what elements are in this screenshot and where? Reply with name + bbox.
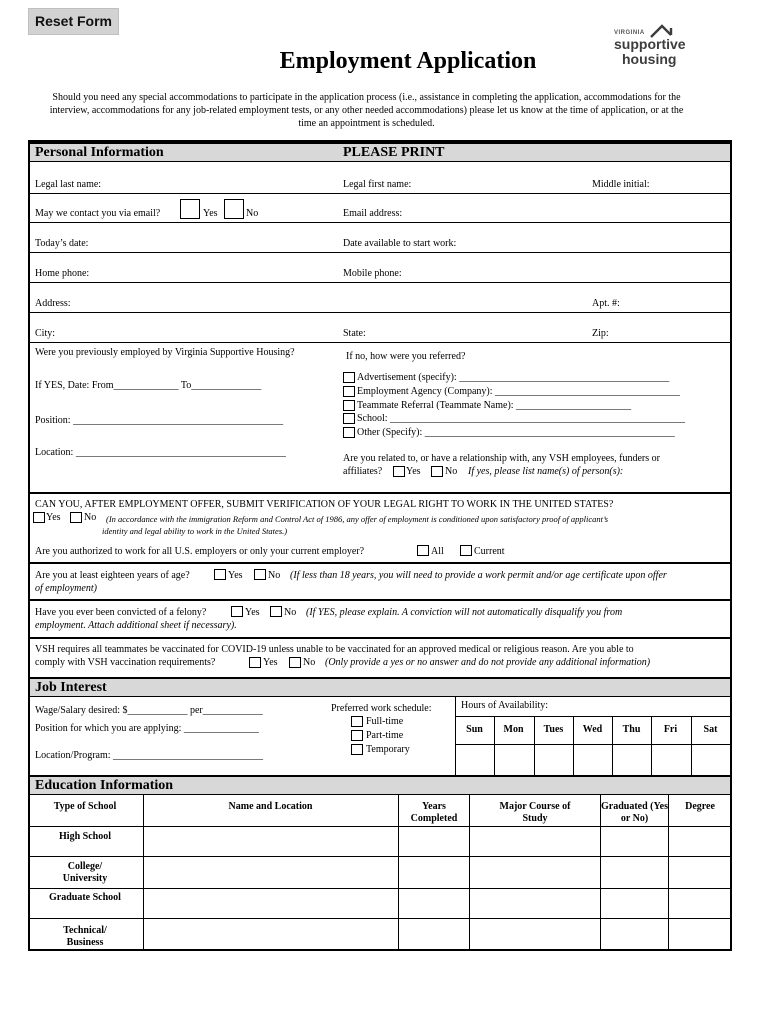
- col-graduated: Graduated (Yes or No): [601, 801, 668, 824]
- zip-label: Zip:: [592, 328, 609, 339]
- hours-input-cell[interactable]: [455, 745, 494, 774]
- related-no-checkbox[interactable]: [431, 466, 443, 477]
- col-degree: Degree: [685, 801, 715, 812]
- wage-field: Wage/Salary desired: $____________ per____________: [35, 705, 263, 716]
- please-print-label: PLEASE PRINT: [343, 145, 445, 160]
- employment-agency-checkbox[interactable]: [343, 386, 355, 397]
- hours-input-cell[interactable]: [612, 745, 651, 774]
- verification-question: CAN YOU, AFTER EMPLOYMENT OFFER, SUBMIT VERIFICATION OF YOUR LEGAL RIGHT TO WORK IN THE UNITED STATES?: [35, 499, 614, 510]
- employment-agency-field: Employment Agency (Company): _____________________________________: [357, 386, 681, 397]
- address-label: Address:: [35, 298, 71, 309]
- row-technical-business: Technical/ Business: [63, 925, 107, 948]
- vaccination-no-checkbox[interactable]: [289, 657, 301, 668]
- hours-table-line: [455, 716, 730, 717]
- age-note-line2: of employment): [35, 583, 97, 594]
- vaccination-yes-label: Yes: [263, 657, 278, 668]
- job-interest-header: [30, 677, 730, 697]
- hours-availability-label: Hours of Availability:: [461, 700, 549, 711]
- felony-yes-checkbox[interactable]: [231, 606, 243, 617]
- part-time-label: Part-time: [366, 730, 404, 741]
- verification-no-label: No: [84, 512, 97, 523]
- full-time-label: Full-time: [366, 716, 404, 727]
- divider: [30, 282, 730, 283]
- previous-location-field: Location: __________________________________________: [35, 447, 286, 458]
- hours-input-cell[interactable]: [494, 745, 533, 774]
- divider: [30, 193, 730, 194]
- previous-position-field: Position: __________________________________________: [35, 415, 284, 426]
- intro-text: Should you need any special accommodations to participate in the application process (i.e., assistance in completing the application, accommodations for the interview, accommodations for any job-related employment tests, or any other needed accommodations) please let us know at the time of application, or at the time an appointment is scheduled.: [49, 92, 684, 129]
- age-question: Are you at least eighteen years of age?: [35, 570, 190, 581]
- last-name-label: Legal last name:: [35, 179, 102, 190]
- hours-input-cell[interactable]: [651, 745, 690, 774]
- divider: [30, 492, 730, 494]
- vaccination-yes-checkbox[interactable]: [249, 657, 261, 668]
- divider: [30, 342, 730, 343]
- city-label: City:: [35, 328, 56, 339]
- row-college-university: College/ University: [62, 861, 108, 884]
- related-yes-checkbox[interactable]: [393, 466, 405, 477]
- contact-email-no-label: No: [246, 208, 259, 219]
- vaccination-question-line1: VSH requires all teammates be vaccinated for COVID-19 unless unable to be vaccinated for an approved medical or religious reason. Are you able to: [35, 644, 634, 655]
- col-name-location: Name and Location: [228, 801, 313, 812]
- divider: [30, 312, 730, 313]
- vaccination-question-line2: comply with VSH vaccination requirements?: [35, 657, 216, 668]
- authorized-all-checkbox[interactable]: [417, 545, 429, 556]
- divider: [30, 252, 730, 253]
- felony-note-line2: employment. Attach additional sheet if necessary).: [35, 620, 237, 631]
- age-yes-checkbox[interactable]: [214, 569, 226, 580]
- day-header: Fri: [663, 724, 678, 735]
- education-header: [30, 775, 730, 795]
- teammate-referral-checkbox[interactable]: [343, 400, 355, 411]
- col-major-course: Major Course of Study: [499, 801, 571, 824]
- education-grid-line: [398, 795, 399, 950]
- state-label: State:: [343, 328, 366, 339]
- education-grid-line: [469, 795, 470, 950]
- other-checkbox[interactable]: [343, 427, 355, 438]
- middle-initial-label: Middle initial:: [592, 179, 650, 190]
- referred-question: If no, how were you referred?: [346, 351, 466, 362]
- page-title: Employment Application: [279, 48, 537, 74]
- logo-line2: housing: [622, 51, 677, 67]
- vaccination-note: (Only provide a yes or no answer and do not provide any additional information): [325, 657, 651, 668]
- verification-note-line1: (In accordance with the immigration Reform and Control Act of 1986, any offer of employment is conditioned upon satisfactory proof of applicant’s: [106, 514, 609, 524]
- position-applying-field: Position for which you are applying: _______________: [35, 723, 259, 734]
- advertisement-field: Advertisement (specify): __________________________________________: [357, 372, 670, 383]
- date-available-label: Date available to start work:: [343, 238, 457, 249]
- related-no-label: No: [445, 466, 458, 477]
- teammate-referral-field: Teammate Referral (Teammate Name): _______________________: [357, 400, 632, 411]
- school-checkbox[interactable]: [343, 413, 355, 424]
- if-yes-date-field: If YES, Date: From_____________ To______________: [35, 380, 262, 391]
- verification-yes-label: Yes: [46, 512, 61, 523]
- divider: [30, 562, 730, 564]
- temporary-checkbox[interactable]: [351, 744, 363, 755]
- felony-no-checkbox[interactable]: [270, 606, 282, 617]
- verification-yes-checkbox[interactable]: [33, 512, 45, 523]
- apt-label: Apt. #:: [592, 298, 620, 309]
- personal-info-title: Personal Information: [35, 145, 164, 160]
- row-graduate-school: Graduate School: [49, 892, 121, 903]
- day-header: Sun: [466, 724, 483, 735]
- preferred-schedule-label: Preferred work schedule:: [331, 703, 432, 714]
- day-header: Sat: [703, 724, 718, 735]
- verification-note-line2: identity and legal ability to work in the United States.): [102, 526, 288, 536]
- advertisement-checkbox[interactable]: [343, 372, 355, 383]
- day-header: Tues: [543, 724, 564, 735]
- education-grid-line: [30, 888, 730, 889]
- email-label: Email address:: [343, 208, 403, 219]
- authorized-all-label: All: [431, 546, 444, 557]
- hours-input-cell[interactable]: [573, 745, 612, 774]
- age-note-line1: (If less than 18 years, you will need to provide a work permit and/or age certificate upon offer: [290, 570, 667, 581]
- affiliates-label: affiliates?: [343, 466, 383, 477]
- hours-input-cell[interactable]: [534, 745, 573, 774]
- related-yes-label: Yes: [406, 466, 421, 477]
- verification-no-checkbox[interactable]: [70, 512, 82, 523]
- felony-note-line1: (If YES, please explain. A conviction will not automatically disqualify you from: [306, 607, 623, 618]
- school-field: School: ___________________________________________________________: [357, 413, 686, 424]
- authorized-current-label: Current: [474, 546, 505, 557]
- related-question: Are you related to, or have a relationship with, any VSH employees, funders or: [343, 453, 660, 464]
- age-no-label: No: [268, 570, 281, 581]
- contact-email-no-checkbox[interactable]: [224, 199, 244, 219]
- mobile-phone-label: Mobile phone:: [343, 268, 402, 279]
- previously-employed-question: Were you previously employed by Virginia Supportive Housing?: [35, 347, 295, 358]
- authorized-current-checkbox[interactable]: [460, 545, 472, 556]
- age-no-checkbox[interactable]: [254, 569, 266, 580]
- age-yes-label: Yes: [228, 570, 243, 581]
- contact-email-label: May we contact you via email?: [35, 208, 161, 219]
- col-type-of-school: Type of School: [53, 801, 117, 812]
- todays-date-label: Today’s date:: [35, 238, 89, 249]
- logo-line1: supportive: [614, 36, 686, 52]
- location-program-field: Location/Program: ______________________________: [35, 750, 264, 761]
- education-grid-line: [30, 826, 730, 827]
- home-phone-label: Home phone:: [35, 268, 90, 279]
- row-high-school: High School: [59, 831, 111, 842]
- day-header: Thu: [622, 724, 641, 735]
- education-grid-line: [30, 918, 730, 919]
- job-interest-title: Job Interest: [35, 680, 107, 695]
- divider: [30, 637, 730, 639]
- other-field: Other (Specify): __________________________________________________: [357, 427, 675, 438]
- contact-email-yes-checkbox[interactable]: [180, 199, 200, 219]
- felony-yes-label: Yes: [245, 607, 260, 618]
- first-name-label: Legal first name:: [343, 179, 412, 190]
- col-years-completed: Years Completed: [410, 801, 458, 824]
- logo-state: VIRGINIA: [614, 30, 645, 36]
- reset-form-button[interactable]: Reset Form: [28, 8, 119, 35]
- education-grid-line: [668, 795, 669, 950]
- divider: [30, 222, 730, 223]
- divider: [30, 599, 730, 601]
- vaccination-no-label: No: [303, 657, 316, 668]
- personal-info-header: [30, 142, 730, 162]
- felony-no-label: No: [284, 607, 297, 618]
- education-grid-line: [30, 856, 730, 857]
- day-header: Wed: [582, 724, 603, 735]
- hours-input-cell[interactable]: [691, 745, 730, 774]
- contact-email-yes-label: Yes: [203, 208, 218, 219]
- related-note: If yes, please list name(s) of person(s):: [468, 466, 624, 477]
- authorized-question: Are you authorized to work for all U.S. employers or only your current employer?: [35, 546, 365, 557]
- education-grid-line: [143, 795, 144, 950]
- education-title: Education Information: [35, 778, 174, 793]
- day-header: Mon: [503, 724, 524, 735]
- temporary-label: Temporary: [366, 744, 410, 755]
- part-time-checkbox[interactable]: [351, 730, 363, 741]
- felony-question: Have you ever been convicted of a felony?: [35, 607, 207, 618]
- full-time-checkbox[interactable]: [351, 716, 363, 727]
